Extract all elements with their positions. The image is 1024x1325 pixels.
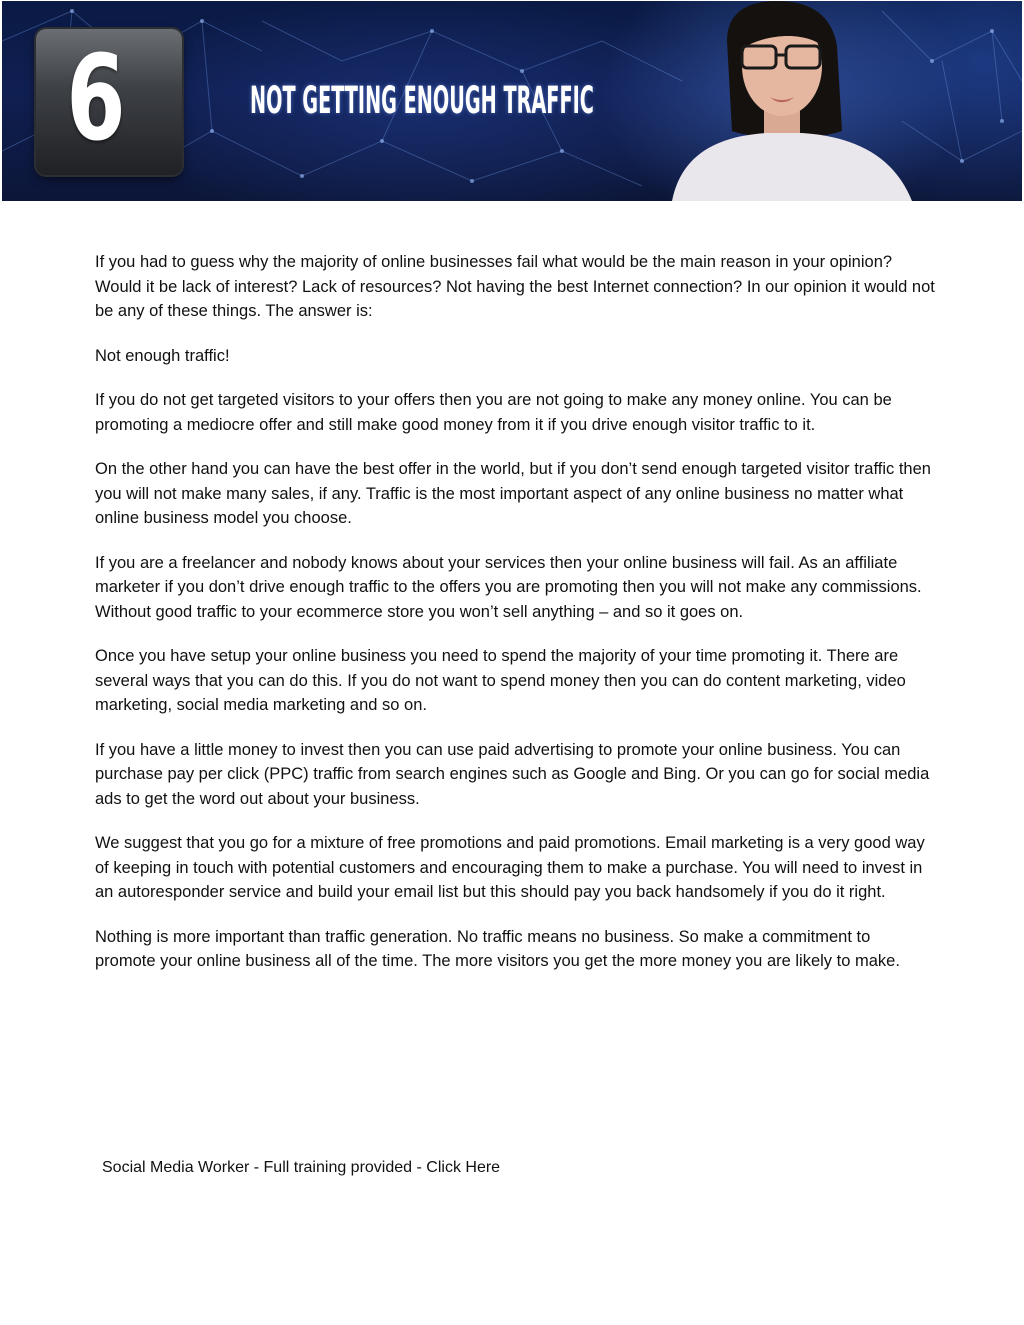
chapter-number: 6 bbox=[66, 29, 126, 167]
paragraph: Not enough traffic! bbox=[95, 346, 230, 365]
paragraph: If you had to guess why the majority of online businesses fail what would be the main reason in your opinion? Would it be lack of interest? Lack of resources? Not having the best Internet connection? In our opinion it would not be any of these things. The answer is: bbox=[95, 253, 935, 320]
paragraph: If you are a freelancer and nobody knows about your services then your online business will fail. As an affiliate marketer if you don’t drive enough traffic to the offers you are promoting then you will not make any commissions. Without good traffic to your ecommerce store you won’t sell anything – and so it goes on. bbox=[95, 553, 922, 621]
number-badge bbox=[36, 29, 182, 175]
paragraph: On the other hand you can have the best offer in the world, but if you don’t send enough targeted visitor traffic then you will not make many sales, if any. Traffic is the most important aspect of any online business no matter what online business model you choose. bbox=[95, 460, 931, 527]
paragraph: Nothing is more important than traffic generation. No traffic means no business. So make a commitment to promote your online business all of the time. The more visitors you get the more money you are likely to make. bbox=[95, 927, 900, 970]
header-banner bbox=[2, 1, 1022, 201]
paragraph: If you do not get targeted visitors to your offers then you are not going to make any money online. You can be promoting a mediocre offer and still make good money from it if you drive enough visitor traffic to it. bbox=[95, 391, 892, 434]
woman-with-glasses-image bbox=[642, 1, 942, 201]
banner-title: NOT GETTING ENOUGH TRAFFIC bbox=[250, 79, 594, 122]
paragraph: Once you have setup your online business you need to spend the majority of your time promoting it. There are several ways that you can do this. If you do not want to spend money then you can do content marketing, video marketing, social media marketing and so on. bbox=[95, 647, 906, 714]
article-body bbox=[95, 250, 935, 994]
paragraph: If you have a little money to invest then you can use paid advertising to promote your online business. You can purchase pay per click (PPC) traffic from search engines such as Google and Bing. Or you can go for social media ads to get the word out about your business. bbox=[95, 740, 930, 808]
footer-click-here-link[interactable]: Social Media Worker - Full training provided - Click Here bbox=[102, 1159, 501, 1176]
paragraph: We suggest that you go for a mixture of free promotions and paid promotions. Email marketing is a very good way of keeping in touch with potential customers and encouraging them to make a purchase. You will need to invest in an autoresponder service and build your email list but this should pay you back handsomely if you do it right. bbox=[95, 834, 925, 901]
